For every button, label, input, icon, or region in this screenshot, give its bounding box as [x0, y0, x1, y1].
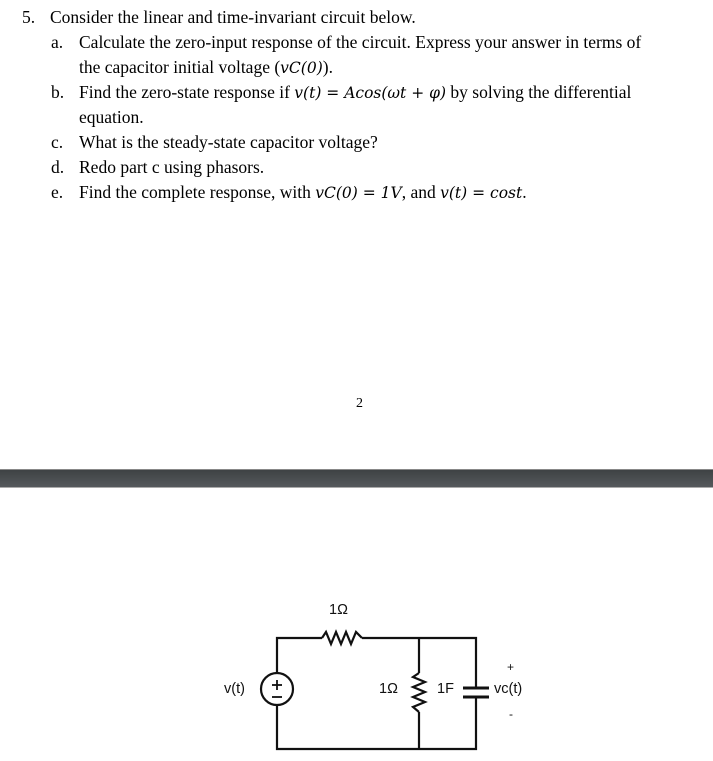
- source-label: v(t): [224, 681, 245, 697]
- series-resistor-label: 1Ω: [329, 602, 348, 618]
- math: v(t) = Acos(ωt + φ): [294, 84, 447, 102]
- math: v(t) = cost: [440, 184, 523, 202]
- part-a-label: a.: [51, 32, 64, 52]
- part-c-text: What is the steady-state capacitor voltage?: [79, 132, 378, 152]
- page-number: 2: [356, 396, 363, 411]
- plus-sign: +: [507, 660, 515, 674]
- text: ).: [322, 57, 333, 77]
- shunt-resistor-label: 1Ω: [379, 681, 398, 697]
- part-b-label: b.: [51, 82, 65, 102]
- text: by solving the differential: [446, 82, 632, 102]
- part-d-text: Redo part c using phasors.: [79, 157, 265, 177]
- math: vC(0) = 1V: [315, 184, 402, 202]
- part-b-text-2: equation.: [79, 107, 144, 127]
- question-number: 5.: [22, 7, 36, 27]
- capacitor-label: 1F: [437, 681, 454, 697]
- math: vC(0): [280, 59, 323, 77]
- text: .: [522, 182, 527, 202]
- part-d-label: d.: [51, 157, 65, 177]
- part-e-label: e.: [51, 182, 64, 202]
- part-c-label: c.: [51, 132, 64, 152]
- minus-sign: -: [509, 707, 513, 721]
- question-intro: Consider the linear and time-invariant circuit below.: [50, 7, 416, 27]
- text: Find the complete response, with: [79, 182, 316, 202]
- text: the capacitor initial voltage (: [79, 57, 281, 77]
- output-voltage-label: vc(t): [494, 681, 523, 697]
- part-a-text: Calculate the zero-input response of the circuit. Express your answer in terms of: [79, 32, 642, 52]
- series-resistor: [322, 632, 362, 644]
- text: Find the zero-state response if: [79, 82, 295, 102]
- shunt-resistor: [413, 673, 425, 712]
- text: , and: [401, 182, 441, 202]
